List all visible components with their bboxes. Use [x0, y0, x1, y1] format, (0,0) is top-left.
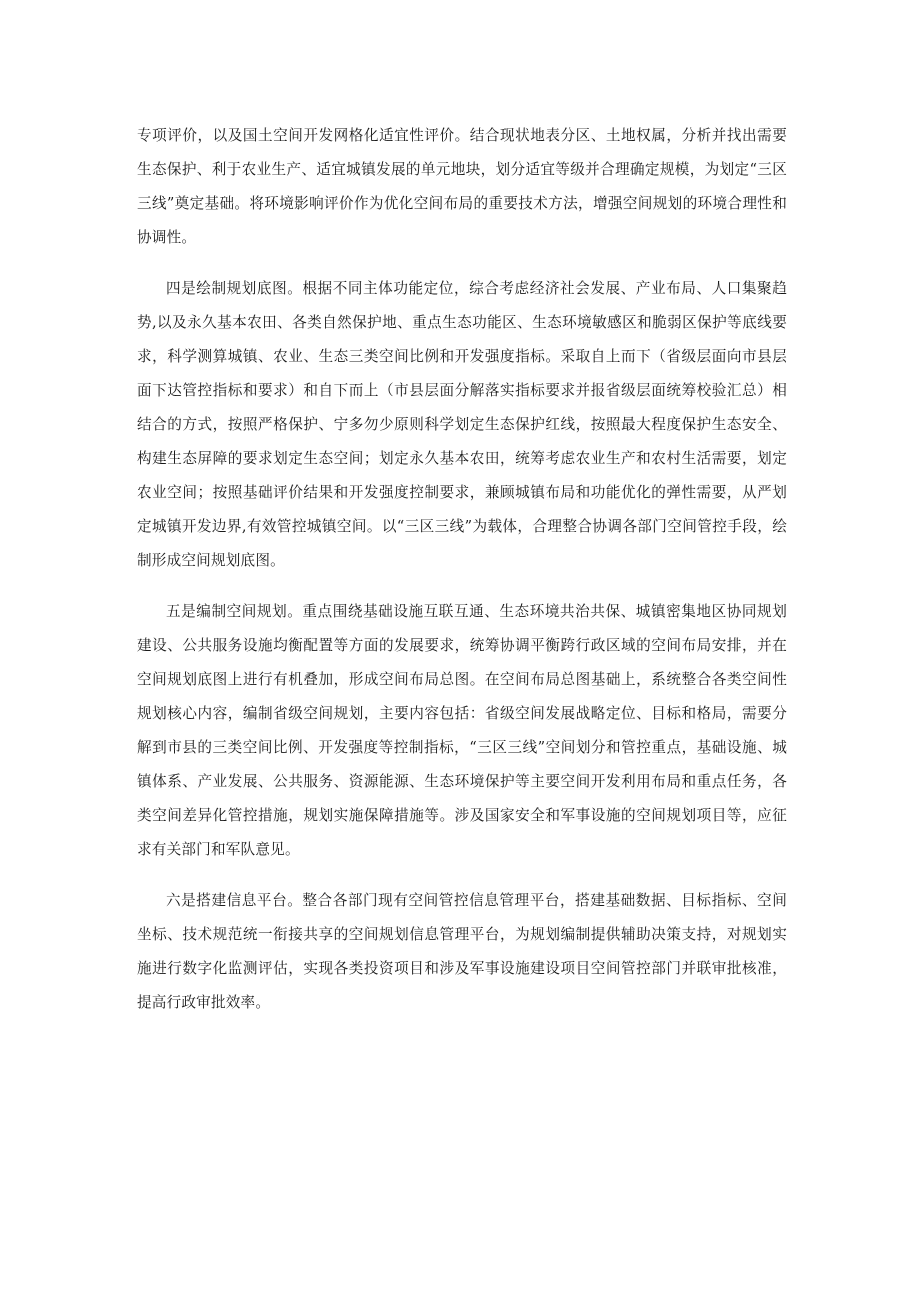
paragraph-gap [137, 255, 787, 272]
paragraph-draw-base-map: 四是绘制规划底图。根据不同主体功能定位，综合考虑经济社会发展、产业布局、人口集聚趋势,以及永久基本农田、各类自然保护地、重点生态功能区、生态环境敏感区和脆弱区保护等底线要求，科学测算城镇、农业、生态三类空间比例和开发强度指标。采取自上而下（省级层面向市县层面下达管控指标和要求）和自下而上（市县层面分解落实指标要求并报省级层面统筹校验汇总）相结合的方式，按照严格保护、宁多勿少原则科学划定生态保护红线，按照最大程度保护生态安全、构建生态屏障的要求划定生态空间；划定永久基本农田，统筹考虑农业生产和农村生活需要，划定农业空间；按照基础评价结果和开发强度控制要求，兼顾城镇布局和功能优化的弹性需要，从严划定城镇开发边界,有效管控城镇空间。以“三区三线”为载体，合理整合协调各部门空间管控手段，绘制形成空间规划底图。 [137, 280, 787, 569]
paragraph-gap [137, 578, 787, 595]
paragraph-gap [137, 867, 787, 884]
paragraph-continuation: 专项评价，以及国土空间开发网格化适宜性评价。结合现状地表分区、土地权属，分析并找出需要生态保护、利于农业生产、适宜城镇发展的单元地块，划分适宜等级并合理确定规模，为划定“三区三线”奠定基础。将环境影响评价作为优化空间布局的重要技术方法，增强空间规划的环境合理性和协调性。 [137, 127, 787, 246]
document-body [137, 119, 787, 1020]
paragraph-compile-spatial-plan: 五是编制空间规划。重点围绕基础设施互联互通、生态环境共治共保、城镇密集地区协同规划建设、公共服务设施均衡配置等方面的发展要求，统筹协调平衡跨行政区域的空间布局安排，并在空间规划底图上进行有机叠加，形成空间布局总图。在空间布局总图基础上，系统整合各类空间性规划核心内容，编制省级空间规划，主要内容包括：省级空间发展战略定位、目标和格局，需要分解到市县的三类空间比例、开发强度等控制指标，“三区三线”空间划分和管控重点，基础设施、城镇体系、产业发展、公共服务、资源能源、生态环境保护等主要空间开发利用布局和重点任务，各类空间差异化管控措施，规划实施保障措施等。涉及国家安全和军事设施的空间规划项目等，应征求有关部门和军队意见。 [137, 603, 787, 858]
paragraph-build-info-platform: 六是搭建信息平台。整合各部门现有空间管控信息管理平台，搭建基础数据、目标指标、空间坐标、技术规范统一衔接共享的空间规划信息管理平台，为规划编制提供辅助决策支持，对规划实施进行数字化监测评估，实现各类投资项目和涉及军事设施建设项目空间管控部门并联审批核准，提高行政审批效率。 [137, 892, 787, 1011]
